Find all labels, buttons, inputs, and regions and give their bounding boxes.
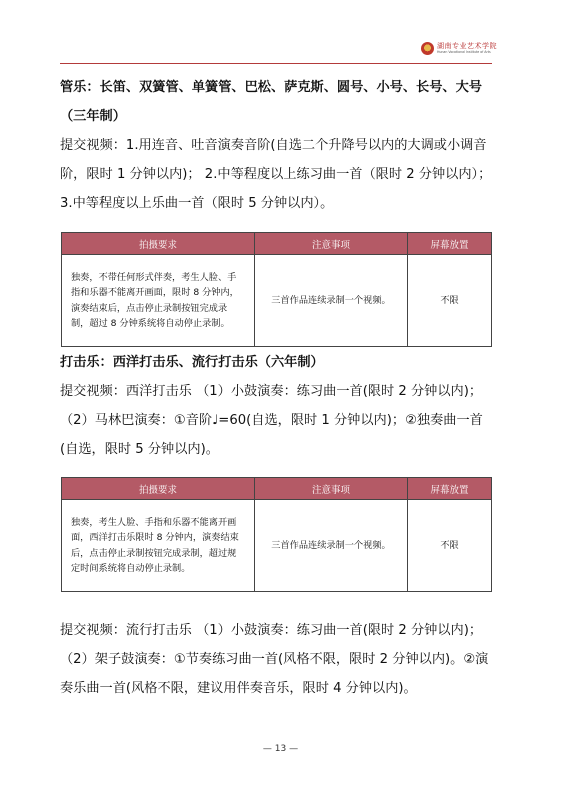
cell-screen: 不限 [408, 255, 492, 347]
cell-requirement: 独奏，考生人脸、手指和乐器不能离开画面，西洋打击乐限时 8 分钟内，演奏结束后，点击停止录制按钮完成录制，超过规定时间系统将自动停止录制。 [62, 500, 255, 592]
cell-screen: 不限 [408, 500, 492, 592]
requirements-table-percussion [61, 477, 492, 592]
cell-note: 三首作品连续录制一个视频。 [255, 500, 408, 592]
logo-subtext: Hunan Vocational Institute of Arts [437, 49, 491, 54]
section-title-percussion: 打击乐：西洋打击乐、流行打击乐（六年制） [60, 355, 324, 370]
cell-requirement: 独奏，不带任何形式伴奏，考生人脸、手指和乐器不能离开画面，限时 8 分钟内，演奏结束后，点击停止录制按钮完成录制，超过 8 分钟系统将自动停止录制。 [62, 255, 255, 347]
header-divider [60, 63, 492, 64]
col-header-screen: 屏幕放置 [408, 233, 492, 255]
page-number: — 13 — [262, 744, 299, 754]
section-body-winds: 提交视频：1.用连音、吐音演奏音阶(自选二个升降号以内的大调或小调音阶，限时 1 分钟以内)； 2.中等程度以上练习曲一首（限时 2 分钟以内）； 3.中等程度以上乐曲一首（限时 5 分钟以内）。 [60, 138, 492, 211]
table-row [62, 255, 492, 347]
section-body-western-percussion: 提交视频：西洋打击乐 （1）小鼓演奏：练习曲一首(限时 2 分钟以内)；（2）马林巴演奏：①音阶♩=60(自选，限时 1 分钟以内)；②独奏曲一首(自选，限时 5 分钟以内)。 [60, 384, 483, 457]
table-row [62, 500, 492, 592]
section-body-pop-percussion: 提交视频：流行打击乐 （1）小鼓演奏：练习曲一首(限时 2 分钟以内)；（2）架子鼓演奏：①节奏练习曲一首(风格不限，限时 2 分钟以内)。②演奏乐曲一首(风格不限，建议用伴奏音乐，限时 4 分钟以内)。 [60, 623, 489, 696]
section-title-winds: 管乐：长笛、双簧管、单簧管、巴松、萨克斯、圆号、小号、长号、大号（三年制） [60, 80, 482, 124]
col-header-requirement: 拍摄要求 [62, 233, 255, 255]
col-header-note: 注意事项 [255, 478, 408, 500]
col-header-note: 注意事项 [255, 233, 408, 255]
page-content [60, 73, 496, 703]
school-emblem-icon [421, 42, 434, 55]
logo-text: 湖南专业艺术学院 [437, 41, 497, 50]
cell-note: 三首作品连续录制一个视频。 [255, 255, 408, 347]
table-header-row [62, 233, 492, 255]
requirements-table-winds [61, 232, 492, 347]
col-header-screen: 屏幕放置 [408, 478, 492, 500]
col-header-requirement: 拍摄要求 [62, 478, 255, 500]
school-logo [421, 42, 497, 55]
table-header-row [62, 478, 492, 500]
